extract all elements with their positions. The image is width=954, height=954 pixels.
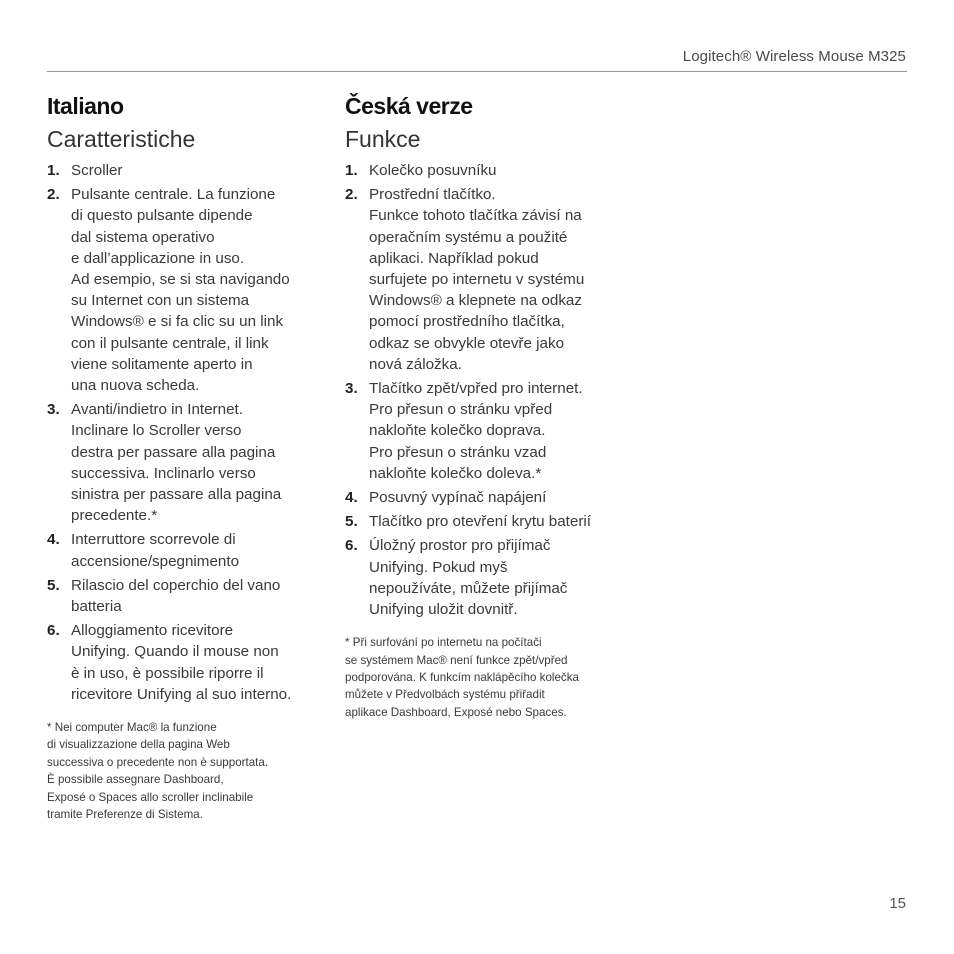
item-text: Pulsante centrale. La funzione di questo pulsante dipende dal sistema operativo e dall’applicazione in uso. Ad esempio, se si sta navigando su Internet con un sistema Windows® e si fa clic su un link con il pulsante centrale, il link viene solitamente aperto in una nuova scheda. xyxy=(71,186,290,395)
list-item xyxy=(345,378,620,484)
list-item xyxy=(47,620,317,705)
list-item xyxy=(47,184,317,396)
list-item xyxy=(345,184,620,375)
item-number: 5. xyxy=(47,576,60,594)
item-number: 5. xyxy=(345,513,358,531)
list-item xyxy=(345,511,620,532)
item-text: Posuvný vypínač napájení xyxy=(369,489,547,507)
list-item xyxy=(47,160,317,181)
czech-section-heading: Funkce xyxy=(345,126,421,152)
item-number: 3. xyxy=(47,401,60,419)
italian-feature-list xyxy=(47,160,317,705)
item-number: 1. xyxy=(345,162,358,179)
item-number: 3. xyxy=(345,380,358,398)
document-header-title: Logitech® Wireless Mouse M325 xyxy=(682,48,906,65)
item-text: Avanti/indietro in Internet. Inclinare lo Scroller verso destra per passare alla pagina successiva. Inclinarlo verso sinistra per passare alla pagina precedente.* xyxy=(71,401,282,525)
item-text: Kolečko posuvníku xyxy=(369,162,497,179)
item-number: 6. xyxy=(345,537,358,555)
header-divider xyxy=(47,71,907,72)
list-item xyxy=(345,160,620,181)
italian-column xyxy=(47,92,317,824)
item-number: 2. xyxy=(47,186,60,204)
item-number: 4. xyxy=(345,489,358,507)
item-text: Rilascio del coperchio del vano batteria xyxy=(71,576,281,616)
czech-language-heading: Česká verze xyxy=(345,93,473,119)
italian-section-heading: Caratteristiche xyxy=(47,126,196,152)
list-item xyxy=(47,399,317,526)
list-item xyxy=(47,575,317,617)
list-item xyxy=(345,535,620,620)
list-item xyxy=(345,487,620,508)
czech-feature-list xyxy=(345,160,620,620)
item-number: 2. xyxy=(345,186,358,204)
italian-language-heading: Italiano xyxy=(47,93,124,119)
item-text: Úložný prostor pro přijímač Unifying. Pokud myš nepoužíváte, můžete přijímač Unifying uložit dovnitř. xyxy=(369,537,568,619)
item-number: 6. xyxy=(47,622,60,640)
czech-footnote: * Při surfování po internetu na počítači se systémem Mac® není funkce zpět/vpřed podporována. K funkcím naklápěcího kolečka můžete v Předvolbách systému přiřadit aplikace Dashboard, Exposé nebo Spaces. xyxy=(345,636,579,719)
item-text: Prostřední tlačítko. Funkce tohoto tlačítka závisí na operačním systému a použité aplikaci. Například pokud surfujete po internetu v systému Windows® a klepnete na odkaz pomocí prostředního tlačítka, odkaz se obvykle otevře jako nová záložka. xyxy=(369,186,585,373)
italian-footnote: * Nei computer Mac® la funzione di visualizzazione della pagina Web successiva o precedente non è supportata. È possibile assegnare Dashboard, Exposé o Spaces allo scroller inclinabile tramite Preferenze di Sistema. xyxy=(47,721,269,822)
item-text: Tlačítko zpět/vpřed pro internet. Pro přesun o stránku vpřed nakloňte kolečko doprava. Pro přesun o stránku vzad nakloňte kolečko doleva.* xyxy=(369,380,583,482)
czech-column xyxy=(345,92,620,721)
item-number: 4. xyxy=(47,531,60,549)
list-item xyxy=(47,529,317,571)
item-text: Scroller xyxy=(71,162,123,179)
item-number: 1. xyxy=(47,162,60,179)
page-number: 15 xyxy=(889,895,906,912)
item-text: Interruttore scorrevole di accensione/spegnimento xyxy=(71,531,240,570)
item-text: Alloggiamento ricevitore Unifying. Quando il mouse non è in uso, è possibile riporre il ricevitore Unifying al suo interno. xyxy=(71,622,292,703)
item-text: Tlačítko pro otevření krytu baterií xyxy=(369,513,591,531)
